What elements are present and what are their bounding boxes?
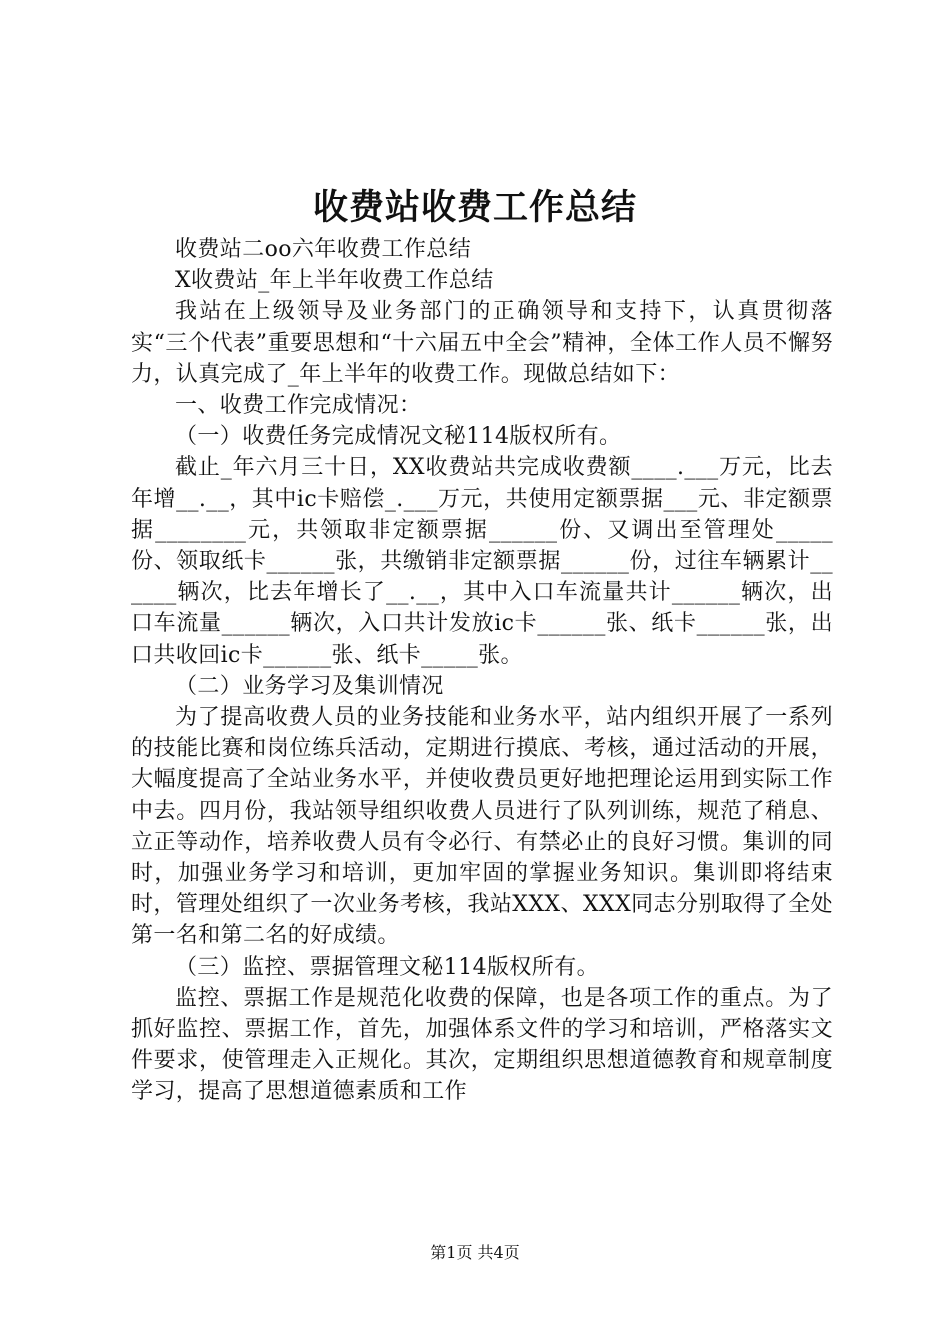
paragraph-subtitle-1: 收费站二oo六年收费工作总结 xyxy=(175,237,472,262)
subsection-heading-3: （三）监控、票据管理文秘114版权所有。 xyxy=(175,954,599,980)
page-number-footer: 第1页 共4页 xyxy=(430,1243,520,1262)
paragraph-subtitle-2: X收费站_年上半年收费工作总结 xyxy=(175,268,494,294)
document-title: 收费站收费工作总结 xyxy=(312,187,637,228)
paragraph-training: 为了提高收费人员的业务技能和业务水平，站内组织开展了一系列的技能比赛和岗位练兵活动，定期进行摸底、考核，通过活动的开展，大幅度提高了全站业务水平，并使收费员更好地把理论运用到实际工作中去。四月份，我站领导组织收费人员进行了队列训练，规范了稍息、立正等动作，培养收费人员有令必行、有禁必止的良好习惯。集训的同时，加强业务学习和培训，更加牢固的掌握业务知识。集训即将结束时，管理处组织了一次业务考核，我站XXX、XXX同志分别取得了全处第一名和第二名的好成绩。 xyxy=(131,705,833,949)
paragraph-intro: 我站在上级领导及业务部门的正确领导和支持下，认真贯彻落实“三个代表”重要思想和“十六届五中全会”精神，全体工作人员不懈努力，认真完成了_年上半年的收费工作。现做总结如下： xyxy=(131,299,833,387)
subsection-heading-1: （一）收费任务完成情况文秘114版权所有。 xyxy=(175,424,622,450)
paragraph-statistics: 截止_年六月三十日，XX收费站共完成收费额____.___万元，比去年增__.__，其中ic卡赔偿_.___万元，共使用定额票据___元、非定额票据________元，共领取非定额票据______份、又调出至管理处_____份、领取纸卡______张，共缴销非定额票据______份，过往车辆累计______辆次，比去年增长了__.__，其中入口车流量共计______辆次，出口车流量______辆次，入口共计发放ic卡______张、纸卡______张，出口共收回ic卡______张、纸卡_____张。 xyxy=(131,455,833,668)
document-body xyxy=(131,234,833,1108)
subsection-heading-2: （二）业务学习及集训情况 xyxy=(175,673,444,699)
section-heading-1: 一、收费工作完成情况： xyxy=(175,393,422,419)
paragraph-monitoring: 监控、票据工作是规范化收费的保障，也是各项工作的重点。为了抓好监控、票据工作，首先，加强体系文件的学习和培训，严格落实文件要求，使管理走入正规化。其次，定期组织思想道德教育和规章制度学习，提高了思想道德素质和工作 xyxy=(131,985,833,1105)
